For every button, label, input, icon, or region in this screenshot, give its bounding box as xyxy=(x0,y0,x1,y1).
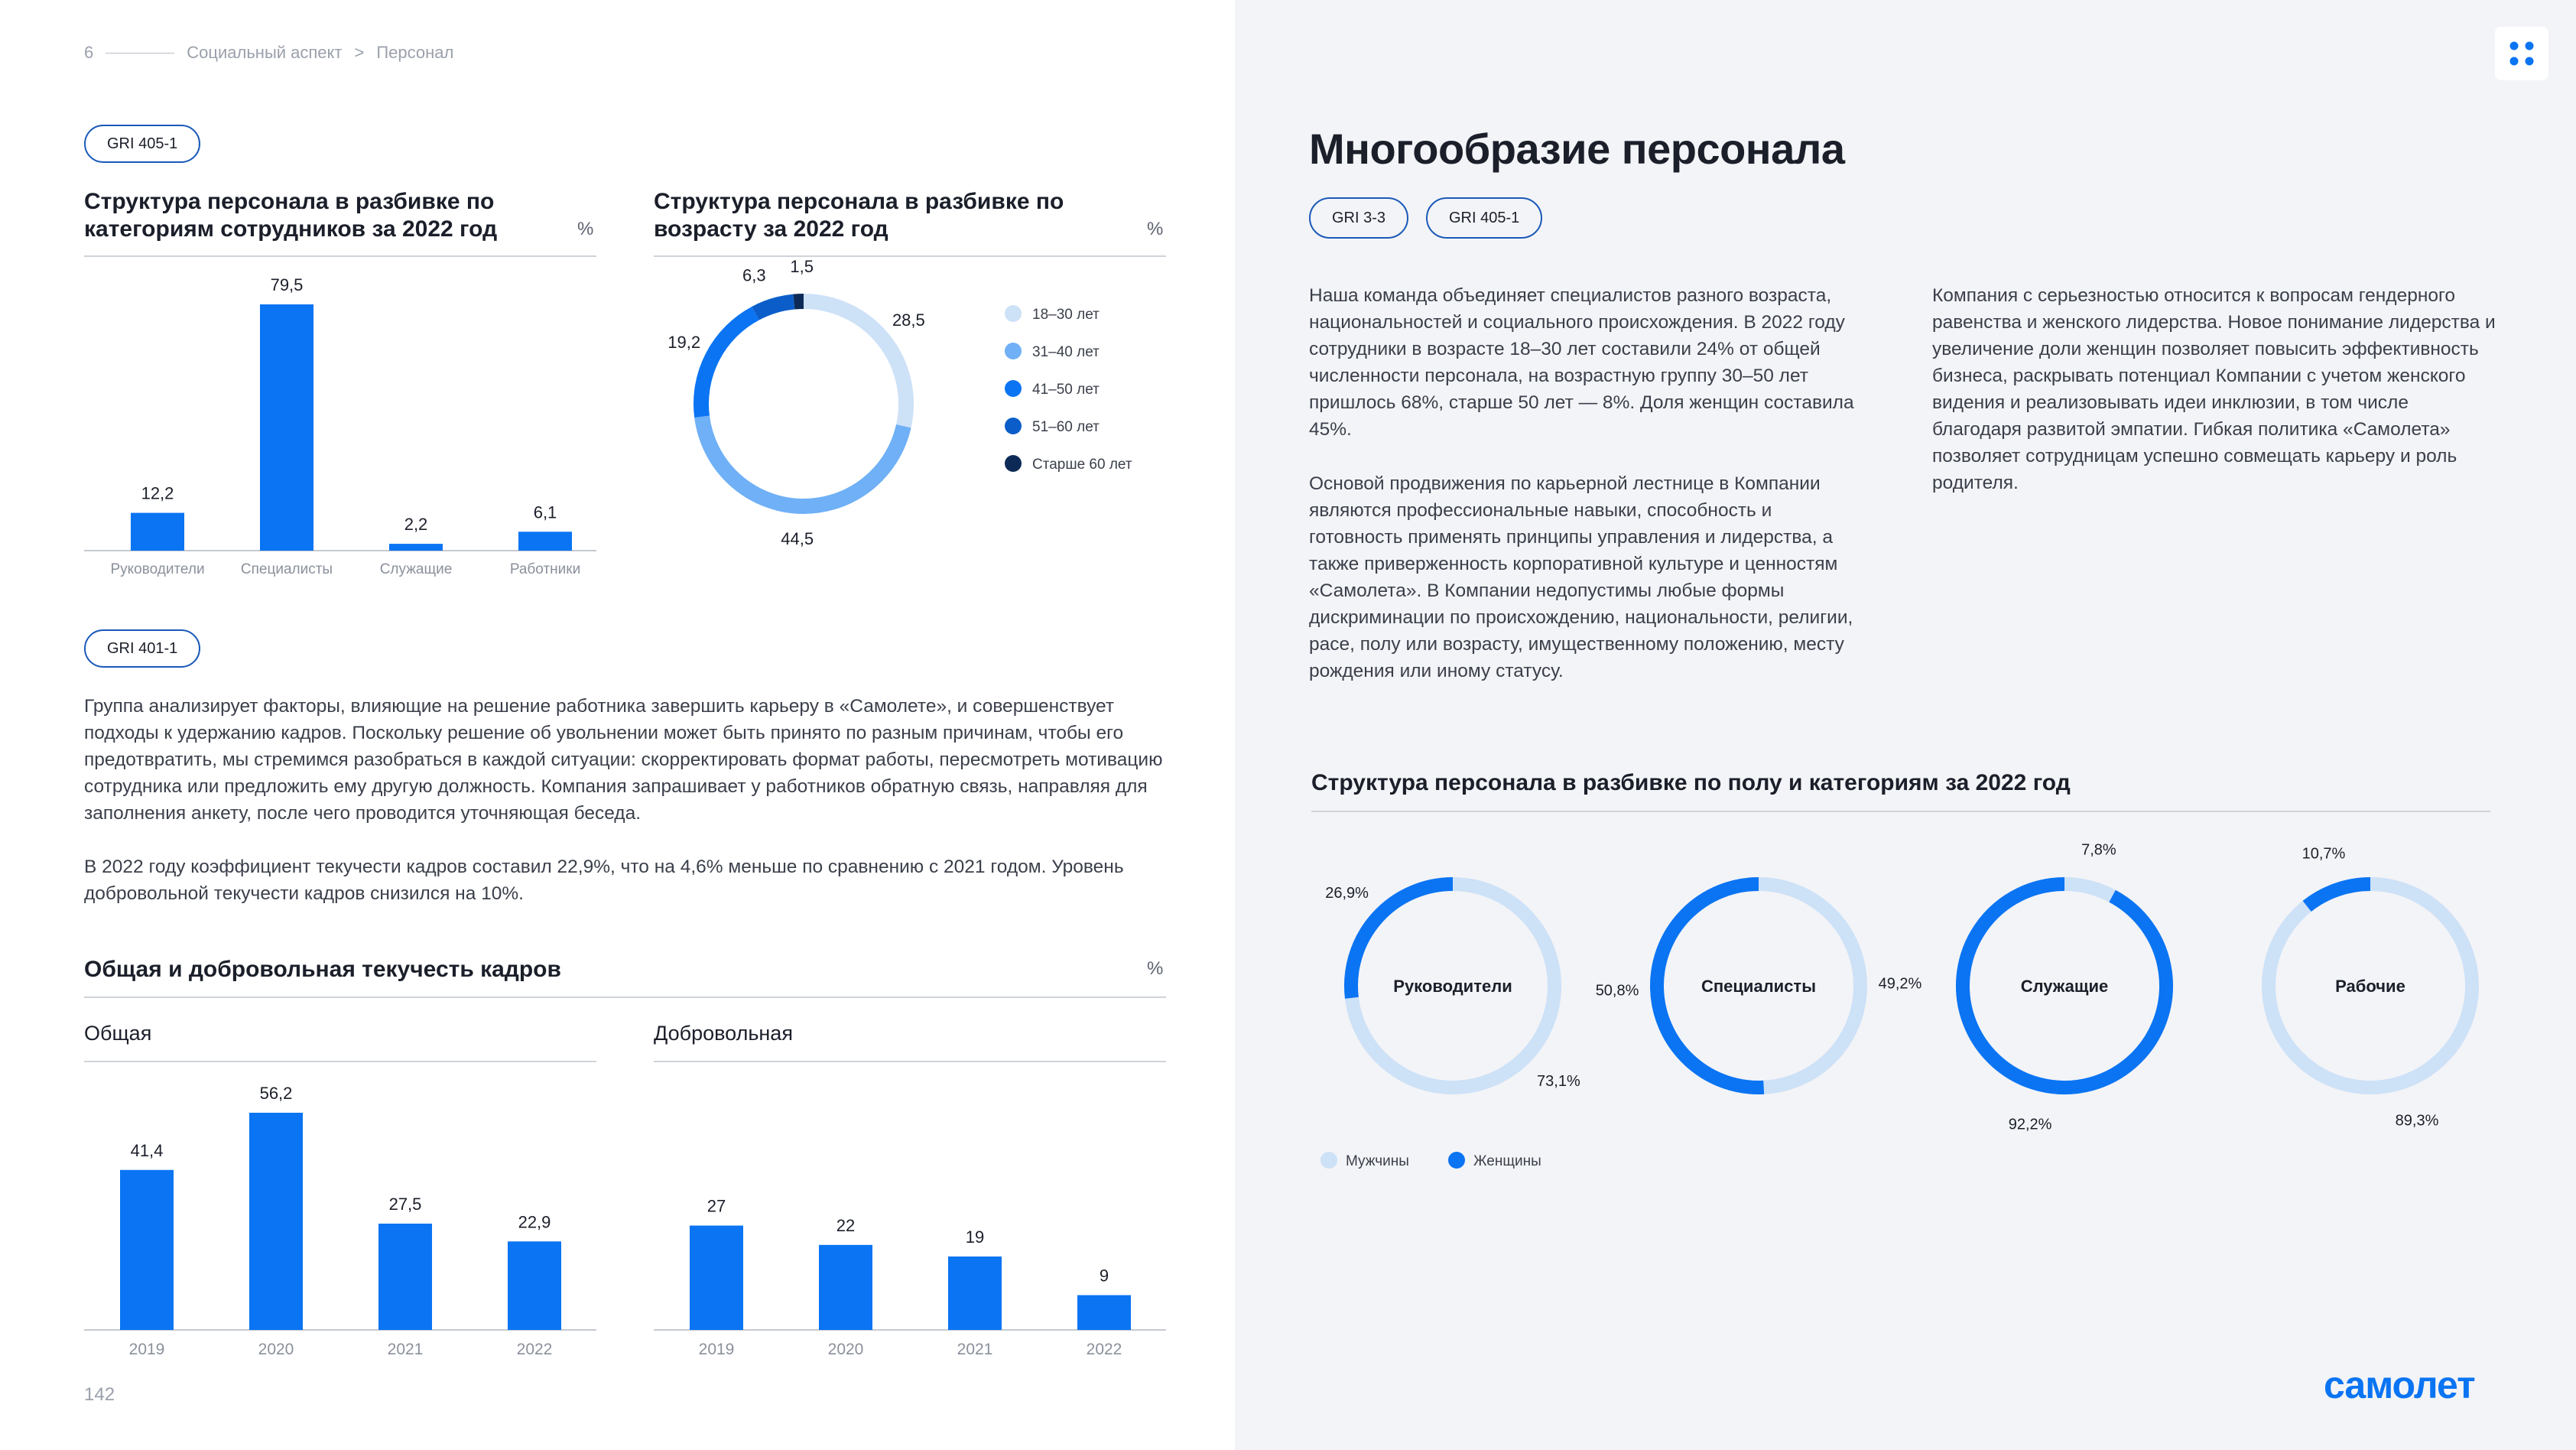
chart2-rule xyxy=(654,255,1166,257)
age-value-label: 44,5 xyxy=(781,528,814,548)
value-label: 19 xyxy=(965,1227,985,1247)
chart3a-subtitle: Общая xyxy=(84,1022,152,1045)
legend-dot xyxy=(1005,343,1022,359)
breadcrumb-separator: > xyxy=(354,43,365,62)
category-label: 2020 xyxy=(827,1341,864,1358)
value-label: 6,1 xyxy=(533,502,557,522)
value-label: 2,2 xyxy=(404,515,428,535)
page-number: 142 xyxy=(84,1384,115,1405)
category-label: 2019 xyxy=(698,1341,735,1358)
bar-Руководители xyxy=(131,513,184,551)
donut-center-label: Руководители xyxy=(1393,977,1512,996)
chart3b-rule xyxy=(654,1061,1166,1062)
chart3-unit: % xyxy=(1147,958,1164,979)
bar-2019 xyxy=(120,1170,174,1330)
age-value-label: 28,5 xyxy=(892,310,925,330)
gri-tag-405-1[interactable]: GRI 405-1 xyxy=(84,125,200,163)
legend-dot-women xyxy=(1448,1152,1465,1169)
left-page xyxy=(0,0,1235,1450)
menu-button[interactable] xyxy=(2495,27,2548,80)
value-label: 22 xyxy=(836,1215,856,1235)
gri-tag-401-1[interactable]: GRI 401-1 xyxy=(84,629,200,668)
chart4-rule xyxy=(1311,811,2490,812)
value-label: 56,2 xyxy=(259,1084,293,1103)
breadcrumb xyxy=(84,43,453,63)
turnover-voluntary-bar-chart xyxy=(638,1071,1181,1361)
women-value-label: 92,2% xyxy=(2008,1116,2052,1133)
value-label: 79,5 xyxy=(270,275,304,294)
chart1-rule xyxy=(84,255,596,257)
diversity-paragraph-2: Основой продвижения по карьерной лестнице в Компании являются профессиональные навыки, способность и готовность применять принципы управления и лидерства, а также приверженность корпоративной культуре и ценностям «Самолета». В Компании недопустимы любые формы дискриминации по происхождению, национальности, религии, расе, полу или возрасту, имущественному положению, месту рождения или иному статусу. xyxy=(1309,473,1853,681)
men-value-label: 7,8% xyxy=(2081,841,2116,859)
breadcrumb-subsection[interactable]: Персонал xyxy=(376,43,454,62)
legend-dot xyxy=(1005,418,1022,434)
value-label: 27,5 xyxy=(388,1195,422,1214)
women-arc xyxy=(2307,884,2370,906)
age-value-label: 6,3 xyxy=(742,265,766,285)
bar-2022 xyxy=(1077,1296,1131,1330)
age-value-label: 1,5 xyxy=(790,257,814,277)
legend-label-men: Мужчины xyxy=(1346,1153,1409,1169)
age-value-label: 19,2 xyxy=(668,333,701,353)
value-label: 9 xyxy=(1099,1266,1109,1286)
men-value-label: 73,1% xyxy=(1537,1072,1580,1090)
samolet-logo: самолет xyxy=(2324,1364,2475,1406)
age-segment-0 xyxy=(804,301,906,426)
category-label: 2021 xyxy=(957,1341,993,1358)
gri-tag-3-3[interactable]: GRI 3-3 xyxy=(1309,197,1408,239)
bar-Работники xyxy=(518,532,572,551)
breadcrumb-page-number: 6 xyxy=(84,43,94,62)
legend-label: 41–50 лет xyxy=(1032,382,1100,398)
diversity-paragraph-1: Наша команда объединяет специалистов разного возраста, национальностей и социального происхождения. В 2022 году сотрудники в возрасте 18–30 лет составили 24% от общей численности персонала, на возрастную группу 30–50 лет пришлось 68%, старше 50 лет — 8%. Доля женщин составила 45%. xyxy=(1309,285,1854,440)
value-label: 22,9 xyxy=(518,1212,551,1232)
turnover-total-bar-chart xyxy=(69,1071,612,1361)
donut-center-label: Специалисты xyxy=(1701,977,1816,996)
chart1-title: Структура персонала в разбивке по категориям сотрудников за 2022 год xyxy=(84,189,498,242)
chart2-unit: % xyxy=(1147,219,1164,239)
chart1-unit: % xyxy=(577,219,594,239)
bar-2020 xyxy=(249,1113,303,1330)
chart3-title: Общая и добровольная текучесть кадров xyxy=(84,957,561,982)
bar-2021 xyxy=(948,1257,1002,1330)
legend-dot-men xyxy=(1320,1152,1337,1169)
category-label: 2019 xyxy=(128,1341,165,1358)
legend-label: 31–40 лет xyxy=(1032,344,1100,360)
value-label: 27 xyxy=(707,1196,726,1216)
women-value-label: 10,7% xyxy=(2302,845,2346,863)
bar-2022 xyxy=(508,1241,561,1330)
category-label: 2022 xyxy=(516,1341,553,1358)
age-segment-1 xyxy=(702,417,904,506)
chart3a-rule xyxy=(84,1061,596,1062)
bar-2021 xyxy=(378,1224,432,1330)
chart3b-subtitle: Добровольная xyxy=(654,1022,793,1045)
women-value-label: 50,8% xyxy=(1595,982,1639,1000)
category-label: Работники xyxy=(509,561,581,577)
category-label: 2021 xyxy=(387,1341,424,1358)
bar-2020 xyxy=(819,1245,872,1330)
men-value-label: 89,3% xyxy=(2395,1112,2439,1130)
legend-dot xyxy=(1005,455,1022,472)
grid-dots-icon xyxy=(2506,38,2537,69)
category-label: 2022 xyxy=(1086,1341,1122,1358)
value-label: 41,4 xyxy=(130,1140,164,1160)
donut-center-label: Служащие xyxy=(2020,977,2109,996)
men-value-label: 49,2% xyxy=(1878,975,1922,993)
age-segment-2 xyxy=(701,314,755,417)
category-label: Специалисты xyxy=(240,561,333,577)
page-title: Многообразие персонала xyxy=(1309,125,1845,173)
chart2-title: Структура персонала в разбивке по возрасту за 2022 год xyxy=(654,189,1064,242)
legend-dot xyxy=(1005,305,1022,322)
category-label: Руководители xyxy=(110,561,205,577)
gender-donut-charts xyxy=(1300,826,2508,1178)
categories-bar-chart xyxy=(69,268,612,589)
age-donut-chart xyxy=(650,257,1216,597)
bar-Специалисты xyxy=(260,304,313,551)
bar-2019 xyxy=(690,1226,743,1330)
gri-tag-405-1-right[interactable]: GRI 405-1 xyxy=(1426,197,1542,239)
age-segment-3 xyxy=(755,302,794,314)
bar-Служащие xyxy=(389,544,443,551)
legend-label: 18–30 лет xyxy=(1032,307,1100,323)
legend-label: Старше 60 лет xyxy=(1032,457,1132,473)
right-page xyxy=(1235,0,2576,1450)
turnover-rate-paragraph: В 2022 году коэффициент текучести кадров составил 22,9%, что на 4,6% меньше по сравнению с 2021 годом. Уровень добровольной текучести кадров снизился на 10%. xyxy=(84,857,1124,904)
category-label: Служащие xyxy=(379,561,453,577)
donut-center-label: Рабочие xyxy=(2335,977,2405,996)
diversity-paragraph-3: Компания с серьезностью относится к вопросам гендерного равенства и женского лидерства. Новое понимание лидерства и увеличение доли женщин позволяет повысить эффективность бизнеса, раскрывать потенциал Компании с учетом женского видения и реализовывать идеи инклюзии, в том числе благодаря развитой эмпатии. Гибкая политика «Самолета» позволяет сотрудницам успешно совмещать карьеру и роль родителя. xyxy=(1932,285,2496,493)
age-segment-4 xyxy=(794,301,804,302)
category-label: 2020 xyxy=(258,1341,294,1358)
value-label: 12,2 xyxy=(141,483,174,503)
breadcrumb-divider xyxy=(106,53,174,54)
legend-dot xyxy=(1005,380,1022,397)
chart4-title: Структура персонала в разбивке по полу и категориям за 2022 год xyxy=(1311,770,2071,795)
legend-label-women: Женщины xyxy=(1473,1153,1541,1169)
legend-label: 51–60 лет xyxy=(1032,419,1100,435)
breadcrumb-section[interactable]: Социальный аспект xyxy=(187,43,343,62)
turnover-paragraph: Группа анализирует факторы, влияющие на решение работника завершить карьеру в «Самолете», и совершенствует подходы к удержанию кадров. Поскольку решение об увольнении может быть принято по разным причинам, чтобы его предотвратить, мы стремимся разобраться в каждой ситуации: скорректировать формат работы, пересмотреть мотивацию сотрудника или предложить ему другую должность. Компания запрашивает у работников обратную связь, направляя для заполнения анкету, после чего проводится уточняющая беседа. xyxy=(84,696,1163,824)
women-value-label: 26,9% xyxy=(1325,885,1369,902)
chart3-rule xyxy=(84,996,1166,998)
